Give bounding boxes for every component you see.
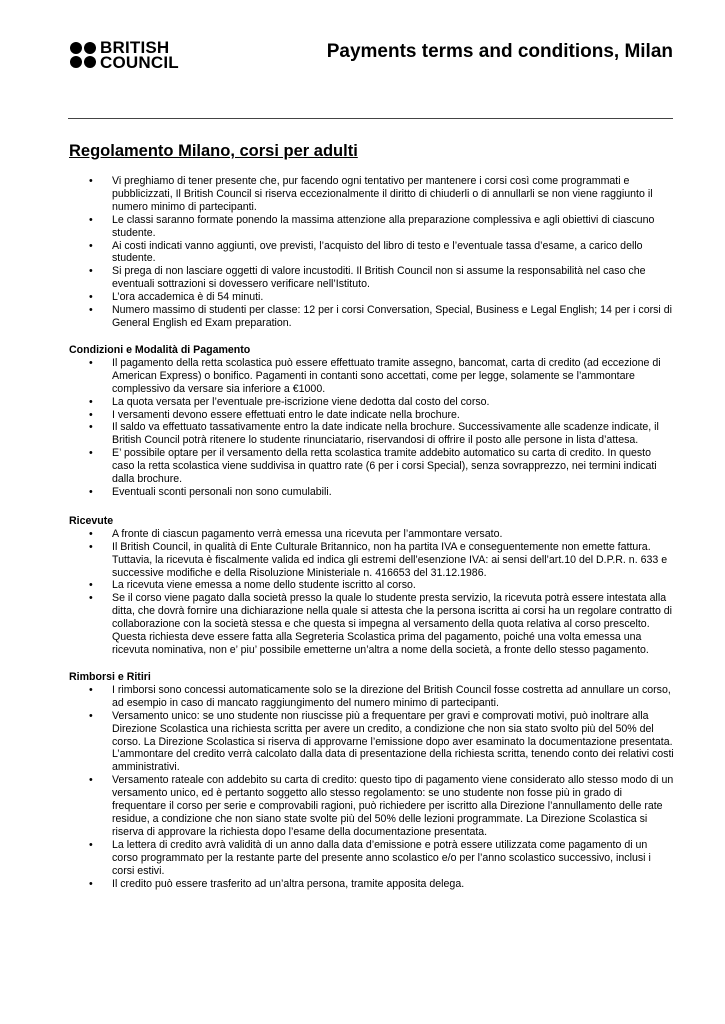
section-title: Rimborsi e Ritiri xyxy=(69,670,151,683)
section-title: Condizioni e Modalità di Pagamento xyxy=(69,343,251,356)
list-item: • Eventuali sconti personali non sono cumulabili. xyxy=(69,486,675,499)
list-item: • Il pagamento della retta scolastica può essere effettuato tramite assegno, bancomat, carta di credito (ad eccezione di American Express) o bonifico. Pagamenti in contanti sono accettati, come per legge, solamente se l’ammontare complessivo da versare sia inferiore a €1000. xyxy=(69,357,675,396)
list-item: • I versamenti devono essere effettuati entro le date indicate nella brochure. xyxy=(69,409,675,422)
list-item: • Il credito può essere trasferito ad un’altra persona, tramite apposita delega. xyxy=(69,878,675,891)
list-item: • La quota versata per l’eventuale pre-iscrizione viene dedotta dal costo del corso. xyxy=(69,396,675,409)
list-item: • La lettera di credito avrà validità di un anno dalla data d’emissione e potrà essere utilizzata come pagamento di un corso programmato per la restante parte del presente anno scolastico e/o per l’anno scolastico successivo, inclusi i corsi estivi. xyxy=(69,839,675,878)
list-item: • I rimborsi sono concessi automaticamente solo se la direzione del British Council fosse costretta ad annullare un corso, ad esempio in caso di mancato raggiungimento del numero minimo di partecipanti. xyxy=(69,684,675,710)
list-item: • A fronte di ciascun pagamento verrà emessa una ricevuta per l’ammontare versato. xyxy=(69,528,675,541)
logo-line1: BRITISH xyxy=(100,38,170,57)
section-list xyxy=(69,684,675,891)
section-list xyxy=(69,528,675,657)
list-item: • E’ possibile optare per il versamento della retta scolastica tramite addebito automatico su carta di credito. In questo caso la retta scolastica viene suddivisa in quattro rate (6 per i corsi Special), senza sovrapprezzo, nei termini indicati dalla brochure. xyxy=(69,447,675,486)
logo-dots-icon xyxy=(70,42,96,68)
list-item: • Vi preghiamo di tener presente che, pur facendo ogni tentativo per mantenere i corsi così come programmati e pubblicizzati, Il British Council si riserva eccezionalmente il diritto di chiuderli o di annullarli se non viene raggiunto il numero minimo di partecipanti. xyxy=(69,175,675,214)
list-item: • Ai costi indicati vanno aggiunti, ove previsti, l’acquisto del libro di testo e l’eventuale tassa d’esame, a carico dello studente. xyxy=(69,240,675,266)
list-item: • Se il corso viene pagato dalla società presso la quale lo studente presta servizio, la ricevuta potrà essere intestata alla ditta, che dovrà fornire una dichiarazione nella quale si attesta che la persona iscritta ai corsi ha un regolare contratto di collaborazione con la società stessa e che questa si impegna al versamento della quota relativa al corso prescelto. Questa richiesta deve essere fatta alla Segreteria Scolastica prima del pagamento, poiché una volta emessa una ricevuta nominativa, non e’ piu’ possibile emetterne un’altra a nome della società, a fronte dello stesso pagamento. xyxy=(69,592,675,657)
section-title: Ricevute xyxy=(69,514,114,527)
list-item: • Numero massimo di studenti per classe: 12 per i corsi Conversation, Special, Business e Legal English; 14 per i corsi di General English ed Exam preparation. xyxy=(69,304,675,330)
intro-list xyxy=(69,175,675,330)
document-body xyxy=(69,142,675,890)
list-item: • Le classi saranno formate ponendo la massima attenzione alla preparazione complessiva e agli obiettivi di ciascuno studente. xyxy=(69,214,675,240)
list-item: • Si prega di non lasciare oggetti di valore incustoditi. Il British Council non si assume la responsabilità nel caso che eventuali sottrazioni si dovessero verificare nell’Istituto. xyxy=(69,265,675,291)
document-title: Regolamento Milano, corsi per adulti xyxy=(69,142,358,160)
section-list xyxy=(69,357,675,499)
list-item: • La ricevuta viene emessa a nome dello studente iscritto al corso. xyxy=(69,579,675,592)
header-divider xyxy=(68,118,673,119)
sections-container xyxy=(69,344,675,891)
logo-wordmark xyxy=(100,40,179,70)
list-item: • Versamento rateale con addebito su carta di credito: questo tipo di pagamento viene considerato allo stesso modo di un versamento unico, ed è pertanto soggetto allo stesso regolamento: se uno studente non fosse più in grado di frequentare il corso per serie e comprovabili ragioni, può richiedere per iscritto alla Direzione l’annullamento delle rate residue, a condizione che non siano state svolte più del 50% delle lezioni programmate. La Direzione Scolastica si riserva di approvare la richiesta dopo l’esame della documentazione presentata. xyxy=(69,774,675,839)
logo-line2: COUNCIL xyxy=(100,53,179,72)
list-item: • Il British Council, in qualità di Ente Culturale Britannico, non ha partita IVA e conseguentemente non emette fattura. Tuttavia, la ricevuta è fiscalmente valida ed indica gli estremi dell’esenzione IVA: ai sensi dell’art.10 del D.P.R. n. 633 e successive modifiche e della Risoluzione Ministeriale n. 416653 del 31.12.1986. xyxy=(69,541,675,580)
list-item: • L’ora accademica è di 54 minuti. xyxy=(69,291,675,304)
british-council-logo xyxy=(70,40,179,70)
list-item: • Il saldo va effettuato tassativamente entro la date indicate nella brochure. Successivamente alle scadenze indicate, il British Council potrà ritenere lo studente rinunciatario, riservandosi di offrire il posto alle persone in lista d’attesa. xyxy=(69,421,675,447)
page-header-title: Payments terms and conditions, Milan xyxy=(326,41,673,62)
list-item: • Versamento unico: se uno studente non riuscisse più a frequentare per gravi e comprovati motivi, può inoltrare alla Direzione Scolastica una richiesta scritta per avere un credito, a condizione che non sia stato svolto più del 50% del corso. La Direzione Scolastica si riserva di approvarne l’emissione dopo aver esaminato la documentazione presentata. L’ammontare del credito verrà calcolato dalla data di presentazione della richiesta scritta, tenendo conto dei relativi costi amministrativi. xyxy=(69,710,675,775)
